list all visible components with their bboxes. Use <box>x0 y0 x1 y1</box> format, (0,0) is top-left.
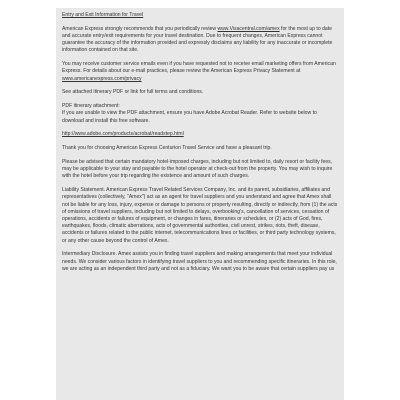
intermediary-disclosure-paragraph: Intermediary Disclosure. Amex assists you in finding travel suppliers and making arrangements that meet your individual needs. We consider various factors in identifying travel suppliers to you and recommending specific itineraries. In this role, we are acting as an independent third party and not as a fiduciary. We want you to be aware that certain suppliers pay us <box>62 251 337 272</box>
pdf-attachment-title: PDF itinerary attachment: <box>62 103 120 110</box>
liability-statement-paragraph: Liability Statement. American Express Travel Related Services Company, Inc. and its parent, subsidiaries, affiliates and representatives (collectively, "Amex") act as an agent for travel suppliers and you understand and agree that Amex shall not be liable for any loss, injury, expense or damage to persons or property resulting, directly or indirectly, from (1) the acts of omissions of travel suppliers, including but not limited to delays, overbooking's, cancellation of services, cessation of operations, accidents or failures of equipment, or changes in fares, itineraries or schedules, or (2) acts of God, fires, earthquakes, floods, climatic aberrations, acts of governmental authorities, civil unrest, strikes, riots, theft, disease, accidents or failures related to the public internet, telecommunications lines or facilities, or third party technology systems, or any other cause beyond the control of Amex. <box>62 187 338 244</box>
document-body <box>56 8 344 273</box>
thank-you-paragraph: Thank you for choosing American Express Centurion Travel Service and have a pleasant trip. <box>62 145 272 152</box>
pdf-attachment-paragraph <box>62 103 338 125</box>
email-practices-text: You may receive customer service emails even if you have requested not to receive email marketing offers from American Express. For details about our e-mail practices, please review the American Express Privacy Statement at <box>62 61 336 75</box>
visacentral-link[interactable]: www.Visacentral.com/amex <box>217 25 280 32</box>
hotel-charges-paragraph: Please be advised that certain mandatory hotel-imposed charges, including but not limited to, daily resort or facility fees, may be applicable to your stay and payable to the hotel operator at check-out from the property. You may wish to inquire with the hotel before your trip regarding the existence and amount of such charges. <box>62 159 333 180</box>
entry-exit-paragraph <box>62 26 338 55</box>
entry-exit-text-cont: for the most up to date and accurate entry/exit requirements for your travel destination. Due to frequent changes, American Express cannot guarantee the accuracy of the information provided and expressly disclaims any liability for any inaccurate or incomplete information contained on that site. <box>62 25 333 54</box>
document-heading: Entry and Exit Information for Travel <box>62 12 144 18</box>
entry-exit-text: American Express strongly recommends that you periodically review <box>62 25 217 32</box>
terms-paragraph: See attached itinerary PDF or link for full terms and conditions. <box>62 89 204 96</box>
document-page <box>56 8 344 400</box>
privacy-link[interactable]: www.americanexpress.com/privacy <box>62 75 142 82</box>
adobe-reader-link[interactable]: http://www.adobe.com/products/acrobat/readstep.html <box>62 131 184 138</box>
pdf-attachment-text: If you are unable to view the PDF attachment, ensure you have Adobe Acrobat Reader. Refer to website below to download and install this free software. <box>62 110 317 124</box>
email-practices-paragraph <box>62 61 338 83</box>
